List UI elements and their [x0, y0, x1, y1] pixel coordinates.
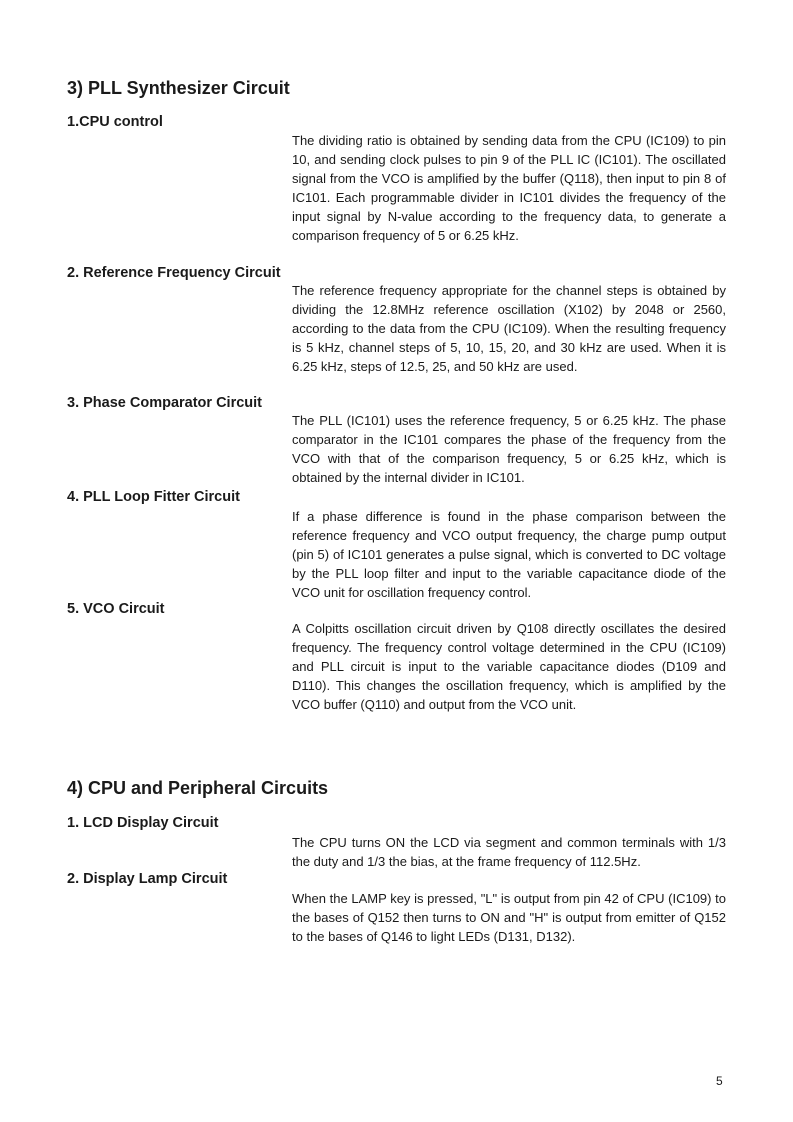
paragraph-phase-comparator: The PLL (IC101) uses the reference frequency, 5 or 6.25 kHz. The phase comparator in the IC101 compares the phase of the frequency from the VCO with that of the comparison frequency, 5 or 6.25 kHz, which is obtained by the internal divider in IC101.: [292, 413, 726, 485]
section-title-pll: 3) PLL Synthesizer Circuit: [67, 78, 290, 98]
subheading-display-lamp: 2. Display Lamp Circuit: [67, 871, 228, 887]
paragraph-reference-frequency: The reference frequency appropriate for the channel steps is obtained by dividing the 12.8MHz reference oscillation (X102) by 2048 or 2560, according to the data from the CPU (IC109). When the resulting frequency is 5 kHz, channel steps of 5, 10, 15, 20, and 30 kHz are used. When it is 6.25 kHz, steps of 12.5, 25, and 50 kHz are used.: [292, 283, 726, 374]
paragraph-cpu-control: The dividing ratio is obtained by sending data from the CPU (IC109) to pin 10, and sending clock pulses to pin 9 of the PLL IC (IC101). The oscillated signal from the VCO is amplified by the buffer (Q118), then input to pin 8 of IC101. Each programmable divider in IC101 divides the frequency of the input signal by N-value according to the frequency data, to generate a comparison frequency of 5 or 6.25 kHz.: [292, 133, 726, 243]
subheading-vco-circuit: 5. VCO Circuit: [67, 601, 165, 617]
subheading-phase-comparator: 3. Phase Comparator Circuit: [67, 395, 262, 411]
subheading-lcd-display: 1. LCD Display Circuit: [67, 815, 219, 831]
section-title-cpu-peripheral: 4) CPU and Peripheral Circuits: [67, 778, 329, 798]
subheading-pll-loop-filter: 4. PLL Loop Fitter Circuit: [67, 489, 240, 505]
paragraph-display-lamp: When the LAMP key is pressed, "L" is output from pin 42 of CPU (IC109) to the bases of Q152 then turns to ON and "H" is output from emitter of Q152 to the bases of Q146 to light LEDs (D131, D132).: [292, 891, 726, 944]
page-number: 5: [716, 1074, 723, 1088]
subheading-cpu-control: 1.CPU control: [67, 114, 163, 130]
paragraph-pll-loop-filter: If a phase difference is found in the phase comparison between the reference frequency and VCO output frequency, the charge pump output (pin 5) of IC101 generates a pulse signal, which is converted to DC voltage by the PLL loop filter and input to the variable capacitance diode of the VCO unit for oscillation frequency control.: [292, 509, 726, 600]
subheading-reference-frequency: 2. Reference Frequency Circuit: [67, 265, 281, 281]
paragraph-vco-circuit: A Colpitts oscillation circuit driven by Q108 directly oscillates the desired frequency. The frequency control voltage determined in the CPU (IC109) and PLL circuit is input to the variable capacitance diodes (D109 and D110). This changes the oscillation frequency, which is amplified by the VCO buffer (Q110) and output from the VCO unit.: [292, 621, 726, 712]
paragraph-lcd-display: The CPU turns ON the LCD via segment and common terminals with 1/3 the duty and 1/3 the bias, at the frame frequency of 112.5Hz.: [292, 835, 726, 869]
